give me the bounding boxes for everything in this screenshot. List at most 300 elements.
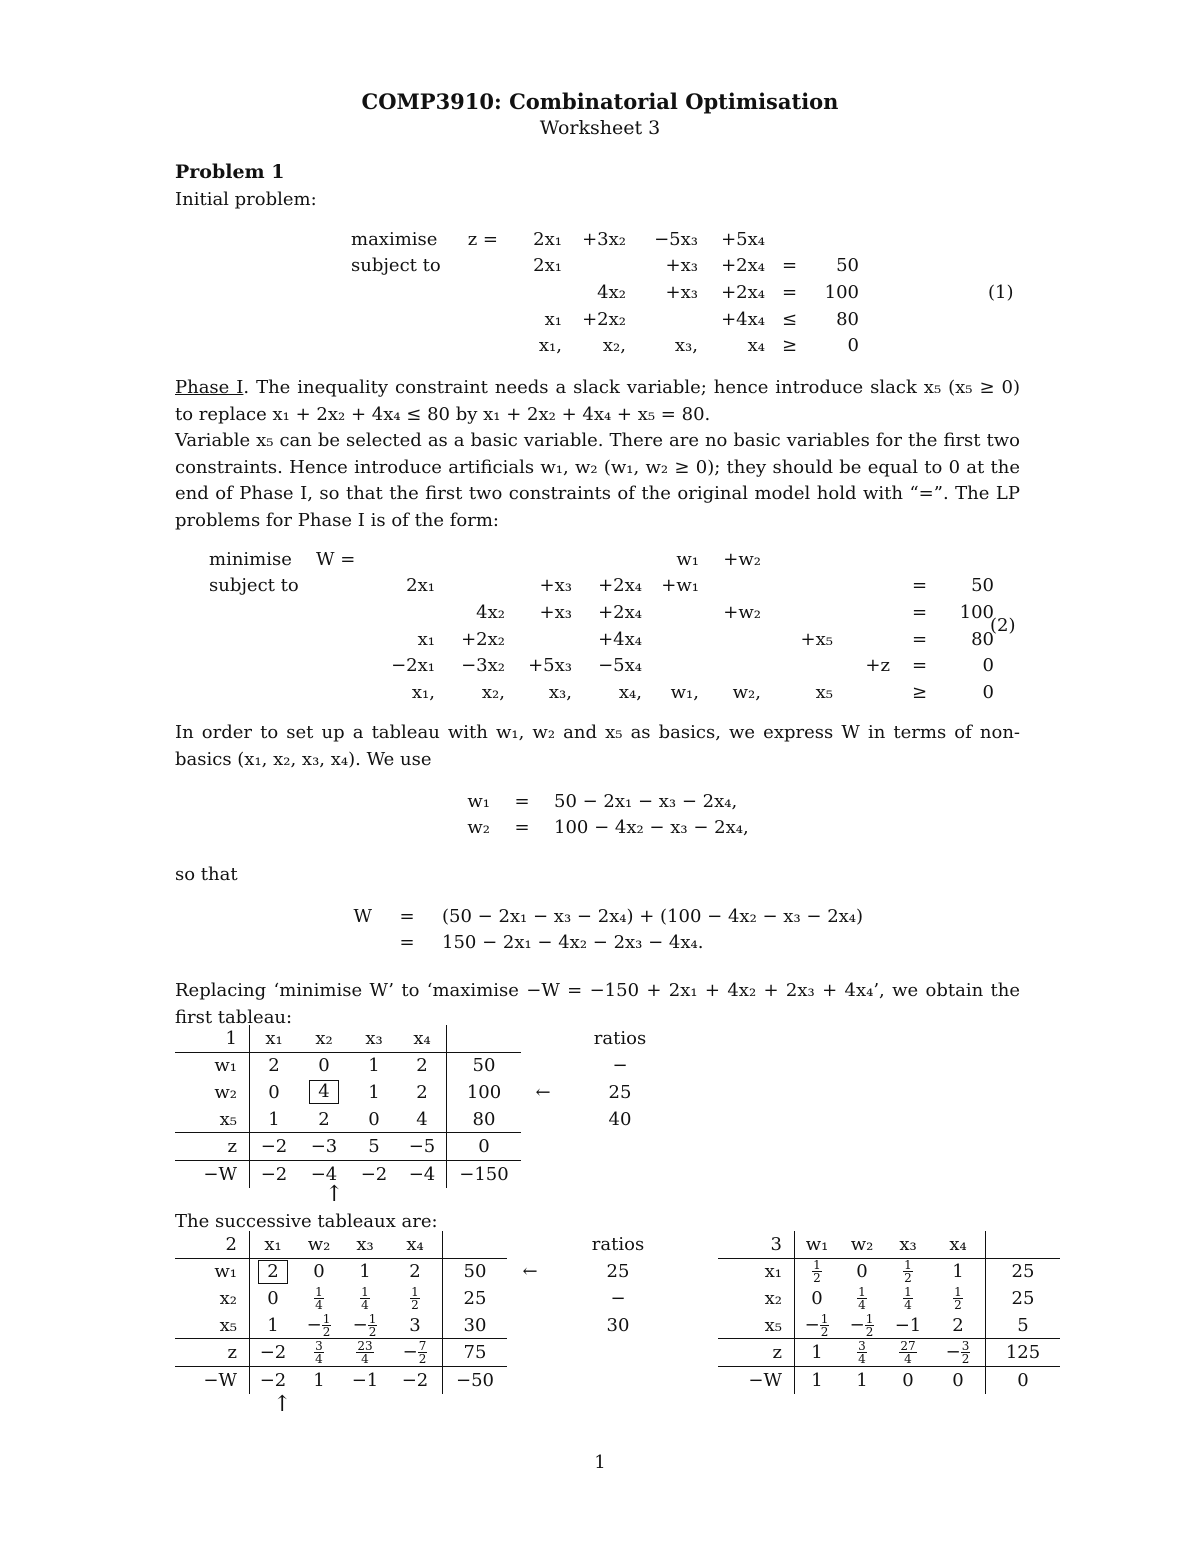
tableau2-cell: −2 bbox=[250, 1339, 297, 1367]
system2-cell bbox=[767, 546, 839, 573]
tableau2-cell: x₃ bbox=[356, 1233, 374, 1255]
W-equation-cell: (50 − 2x₁ − x₃ − 2x₄) + (100 − 4x₂ − x₃ − 2x₄) bbox=[442, 905, 864, 927]
tableau3-header-row bbox=[718, 1231, 1060, 1258]
tableau1-cell: −W bbox=[175, 1160, 250, 1187]
tableau3-cell: 0 bbox=[839, 1258, 885, 1285]
tableau1-cell: 1 bbox=[368, 1081, 380, 1103]
system2-cell bbox=[441, 546, 511, 573]
system-1 bbox=[345, 226, 865, 359]
system1-row bbox=[345, 279, 865, 306]
system2-row bbox=[203, 652, 1000, 679]
system2-row bbox=[203, 626, 1000, 653]
system1-cell: x₂, bbox=[602, 335, 626, 357]
tableau1-cell: 2 bbox=[398, 1079, 447, 1106]
tableau2-cell bbox=[250, 1258, 297, 1285]
tableau1-cell: 50 bbox=[447, 1052, 522, 1079]
tableau3-cell: $\frac{27}{4}$ bbox=[885, 1339, 931, 1367]
tableau2-cell: ratios bbox=[591, 1234, 645, 1256]
equation-label-1: (1) bbox=[988, 282, 1014, 303]
w-equation-row bbox=[446, 788, 820, 815]
system2-cell: w₁ bbox=[676, 548, 699, 570]
tableau2-cell: 30 bbox=[463, 1314, 487, 1336]
w-equation-cell: = bbox=[514, 790, 530, 812]
tableau3-cell: 1 bbox=[931, 1258, 986, 1285]
system1-cell bbox=[504, 279, 568, 306]
system2-cell bbox=[310, 679, 377, 706]
tableau1-cell: w₁ bbox=[175, 1052, 250, 1079]
tableau2-cell: 2 bbox=[175, 1231, 250, 1258]
tableau3-cell: z bbox=[718, 1339, 795, 1367]
pivot-arrow-2: ↑ bbox=[273, 1392, 292, 1417]
system1-cell: +x₃ bbox=[665, 281, 698, 303]
system1-cell: x₄ bbox=[747, 335, 765, 357]
system1-cell: 100 bbox=[824, 281, 859, 303]
tableau1-row bbox=[175, 1160, 675, 1187]
tableau3-cell: w₁ bbox=[805, 1233, 829, 1255]
tableau2-cell: w₁ bbox=[175, 1258, 250, 1285]
system2-cell: subject to bbox=[209, 575, 299, 597]
tableau1-cell: ← bbox=[535, 1081, 551, 1103]
tableau3-cell: $\frac{1}{2}$ bbox=[885, 1258, 931, 1285]
tableau1-cell: 0 bbox=[298, 1052, 350, 1079]
W-equation-row bbox=[328, 903, 908, 930]
tableau2-cell: $\frac{3}{4}$ bbox=[296, 1339, 342, 1367]
tableau3-cell: w₂ bbox=[850, 1233, 874, 1255]
page-title: COMP3910: Combinatorial Optimisation bbox=[361, 89, 839, 114]
tableau2-cell bbox=[507, 1366, 553, 1393]
system1-cell: x₃, bbox=[674, 335, 698, 357]
system2-cell: minimise bbox=[209, 548, 292, 570]
tableau2-cell: −50 bbox=[443, 1366, 508, 1393]
tableau2-cell: 75 bbox=[443, 1339, 508, 1367]
tableau2-cell: x₂ bbox=[175, 1285, 250, 1312]
tableau3-cell: 0 bbox=[885, 1366, 931, 1393]
system2-cell bbox=[839, 546, 896, 573]
tableau2-row bbox=[175, 1366, 683, 1393]
tableau1-cell: − bbox=[612, 1055, 628, 1077]
tableau2-cell bbox=[507, 1339, 553, 1367]
system2-cell bbox=[705, 573, 767, 600]
W-equation-cell bbox=[328, 930, 378, 957]
system1-cell bbox=[345, 279, 452, 306]
system1-cell: = bbox=[781, 281, 798, 303]
tableau3-cell: − $\frac{1}{2}$ bbox=[804, 1311, 829, 1339]
system2-cell: x₅ bbox=[815, 681, 833, 703]
tableau1-cell bbox=[521, 1160, 565, 1187]
system1-cell bbox=[452, 306, 504, 333]
tableau2-cell bbox=[507, 1285, 553, 1312]
tableau1-cell: 2 bbox=[398, 1052, 447, 1079]
system2-cell: w₂, bbox=[732, 681, 761, 703]
tableau1-header-row bbox=[175, 1025, 675, 1052]
system2-cell bbox=[441, 573, 511, 600]
tableau-2 bbox=[175, 1231, 684, 1394]
system1-cell: +3x₂ bbox=[582, 228, 626, 250]
system2-cell: +4x₄ bbox=[598, 628, 642, 650]
tableau3-row bbox=[718, 1366, 1060, 1393]
tableau1-cell: −2 bbox=[250, 1133, 299, 1161]
tableau3-cell: 1 bbox=[839, 1366, 885, 1393]
system1-cell: +x₃ bbox=[665, 255, 698, 277]
w-equation-row bbox=[446, 815, 820, 842]
system2-cell: +5x₃ bbox=[528, 655, 572, 677]
w-equation-cell: w₁ bbox=[467, 790, 490, 812]
tableau2-cell: 25 bbox=[606, 1261, 630, 1283]
tableau1-cell bbox=[447, 1025, 522, 1052]
w-equation-cell: w₂ bbox=[467, 817, 490, 839]
tableau2-header-row bbox=[175, 1231, 683, 1258]
W-equation-cell: 150 − 2x₁ − 4x₂ − 2x₃ − 4x₄. bbox=[442, 932, 704, 954]
tableau3-cell: x₂ bbox=[718, 1285, 795, 1312]
tableau3-cell: 1 bbox=[795, 1339, 840, 1367]
system2-cell: w₁, bbox=[670, 681, 699, 703]
intro-text: Initial problem: bbox=[175, 189, 317, 210]
w-equation-cell: = bbox=[514, 817, 530, 839]
tableau2-cell: ← bbox=[522, 1261, 538, 1283]
system1-cell bbox=[345, 306, 452, 333]
system1-row bbox=[345, 253, 865, 280]
tableau2-cell bbox=[443, 1231, 508, 1258]
tableau1-cell bbox=[298, 1079, 350, 1106]
system2-cell: = bbox=[911, 628, 928, 650]
tableau2-cell: 0 bbox=[267, 1287, 279, 1309]
tableau3-cell: $\frac{1}{2}$ bbox=[931, 1285, 986, 1312]
system1-cell: ≤ bbox=[781, 308, 798, 330]
system2-cell bbox=[767, 652, 839, 679]
tableau2-cell: x₅ bbox=[175, 1312, 250, 1339]
tableau3-cell: $\frac{1}{4}$ bbox=[858, 1284, 866, 1312]
tableau2-row bbox=[175, 1339, 683, 1367]
tableau2-cell: − $\frac{1}{2}$ bbox=[352, 1311, 377, 1339]
system2-cell bbox=[203, 652, 310, 679]
tableau2-cell bbox=[507, 1231, 553, 1258]
tableau1-cell: 40 bbox=[608, 1108, 632, 1130]
tableau3-cell: 0 bbox=[986, 1366, 1061, 1393]
system2-cell bbox=[705, 626, 767, 653]
tableau3-cell: 125 bbox=[986, 1339, 1061, 1367]
tableau1-cell: 1 bbox=[350, 1052, 398, 1079]
tableau3-cell: −1 bbox=[894, 1314, 922, 1336]
system1-cell: x₁, bbox=[538, 335, 562, 357]
system1-cell: 4x₂ bbox=[597, 281, 626, 303]
system2-cell: +2x₂ bbox=[461, 628, 505, 650]
system1-cell bbox=[452, 332, 504, 359]
tableau1-cell: 5 bbox=[350, 1133, 398, 1161]
system2-cell bbox=[310, 599, 377, 626]
system2-cell bbox=[767, 599, 839, 626]
tableau2-cell: − bbox=[610, 1287, 626, 1309]
system2-cell bbox=[377, 599, 441, 626]
system2-row bbox=[203, 573, 1000, 600]
tableau3-cell: 0 bbox=[811, 1287, 823, 1309]
system2-cell bbox=[310, 626, 377, 653]
system2-cell: 2x₁ bbox=[406, 575, 435, 597]
system2-cell: 80 bbox=[971, 628, 994, 650]
system2-cell: −2x₁ bbox=[391, 655, 435, 677]
system2-cell: +w₁ bbox=[661, 575, 699, 597]
W-equations bbox=[328, 903, 908, 956]
tableau1-row bbox=[175, 1079, 675, 1106]
system2-cell: 0 bbox=[982, 655, 994, 677]
problem-heading: Problem 1 bbox=[175, 161, 285, 183]
system2-cell: +z bbox=[865, 655, 890, 677]
tableau1-cell: −4 bbox=[398, 1160, 447, 1187]
tableau1-cell: w₂ bbox=[175, 1079, 250, 1106]
tableau2-cell bbox=[553, 1366, 683, 1393]
tableau1-cell bbox=[521, 1052, 565, 1079]
system2-cell bbox=[648, 652, 705, 679]
tableau2-cell: 25 bbox=[463, 1287, 487, 1309]
w-equations bbox=[446, 788, 820, 841]
tableau1-cell: −3 bbox=[298, 1133, 350, 1161]
tableau1-cell: x₂ bbox=[315, 1027, 333, 1049]
phase1-title: Phase I bbox=[175, 377, 244, 398]
system1-cell bbox=[345, 332, 452, 359]
system1-cell: z = bbox=[467, 228, 498, 250]
system2-cell: −3x₂ bbox=[461, 655, 505, 677]
tableau3-cell: 0 bbox=[931, 1366, 986, 1393]
tableau1-cell: 100 bbox=[466, 1081, 502, 1103]
system-2 bbox=[203, 546, 1000, 706]
tableau1-cell: 25 bbox=[608, 1081, 632, 1103]
tableau2-cell: −1 bbox=[342, 1366, 388, 1393]
system2-cell bbox=[203, 679, 310, 706]
system2-cell: +w₂ bbox=[723, 601, 761, 623]
tableau1-cell: −2 bbox=[250, 1160, 299, 1187]
tableau2-cell: −2 bbox=[388, 1366, 443, 1393]
tableau3-cell: $\frac{1}{4}$ bbox=[904, 1284, 912, 1312]
tableau1-cell: 0 bbox=[368, 1108, 380, 1130]
system2-cell bbox=[705, 652, 767, 679]
tableau2-cell: 2 bbox=[388, 1258, 443, 1285]
tableau2-cell: − $\frac{7}{2}$ bbox=[388, 1339, 443, 1367]
system2-cell: 0 bbox=[982, 681, 994, 703]
tableau1-cell: 2 bbox=[250, 1052, 299, 1079]
tableau2-row bbox=[175, 1258, 683, 1285]
system2-cell: 4x₂ bbox=[476, 601, 505, 623]
system1-row bbox=[345, 332, 865, 359]
tableau2-cell: w₂ bbox=[307, 1233, 331, 1255]
tableau2-cell: 1 bbox=[296, 1366, 342, 1393]
tableau3-cell: x₄ bbox=[931, 1231, 986, 1258]
pivot-element: 2 bbox=[258, 1260, 287, 1284]
tableau3-row bbox=[718, 1312, 1060, 1339]
tableau-3 bbox=[718, 1231, 1060, 1394]
system2-cell bbox=[943, 546, 1000, 573]
system1-cell: +4x₄ bbox=[721, 308, 765, 330]
tableau3-cell: −W bbox=[718, 1366, 795, 1393]
tableau3-cell: 1 bbox=[795, 1366, 840, 1393]
system2-cell bbox=[203, 626, 310, 653]
phase1-text: . The inequality constraint needs a slack variable; hence introduce slack x₅ (x₅ ≥ 0) to replace x₁ + 2x₂ + 4x₄ ≤ 80 by x₁ + 2x₂ + 4x₄ + x₅ = 80. bbox=[175, 377, 1020, 425]
W-equation-cell: = bbox=[399, 932, 415, 954]
tableau2-cell: −W bbox=[175, 1366, 250, 1393]
system2-cell: ≥ bbox=[911, 681, 928, 703]
replacing-paragraph: Replacing ‘minimise W’ to ‘maximise −W = −150 + 2x₁ + 4x₂ + 2x₃ + 4x₄’, we obtain the first tableau: bbox=[175, 980, 1020, 1028]
phase1-paragraph bbox=[175, 375, 1020, 428]
system2-cell bbox=[839, 626, 896, 653]
tableau3-cell bbox=[986, 1231, 1061, 1258]
system2-cell: 50 bbox=[971, 575, 994, 597]
system1-cell: maximise bbox=[351, 228, 438, 250]
tableau1-cell: 4 bbox=[398, 1106, 447, 1133]
tableau1-cell: z bbox=[175, 1133, 250, 1161]
system2-cell: x₁ bbox=[417, 628, 435, 650]
tableau2-cell: − $\frac{1}{2}$ bbox=[306, 1311, 331, 1339]
tableau3-cell: 5 bbox=[1017, 1314, 1029, 1336]
system2-cell: +x₃ bbox=[539, 575, 572, 597]
tableau1-cell: x₅ bbox=[175, 1106, 250, 1133]
system1-cell bbox=[771, 226, 808, 253]
system1-cell: −5x₃ bbox=[654, 228, 698, 250]
system1-cell: 2x₁ bbox=[533, 255, 562, 277]
tableau1-cell bbox=[521, 1133, 565, 1161]
tableau3-cell: 3 bbox=[718, 1231, 795, 1258]
system2-cell: W = bbox=[316, 548, 356, 570]
tableau1-cell: ratios bbox=[593, 1028, 647, 1050]
system1-cell bbox=[568, 253, 632, 280]
tableau1-cell: 80 bbox=[472, 1108, 496, 1130]
system1-cell: ≥ bbox=[781, 335, 798, 357]
system2-cell: +x₃ bbox=[539, 601, 572, 623]
system2-cell bbox=[839, 599, 896, 626]
system1-cell: +2x₄ bbox=[721, 255, 765, 277]
system2-cell: +2x₄ bbox=[598, 575, 642, 597]
system2-cell bbox=[310, 573, 377, 600]
tableau1-cell bbox=[565, 1133, 675, 1161]
system2-cell: +2x₄ bbox=[598, 601, 642, 623]
system1-cell: x₁ bbox=[544, 308, 562, 330]
tableau3-cell: − $\frac{1}{2}$ bbox=[849, 1311, 874, 1339]
tableau2-row bbox=[175, 1285, 683, 1312]
tableau3-row bbox=[718, 1258, 1060, 1285]
system1-row bbox=[345, 226, 865, 253]
tableau1-cell: 0 bbox=[268, 1081, 280, 1103]
W-equation-cell: W bbox=[353, 905, 372, 927]
system1-cell bbox=[632, 306, 704, 333]
system1-cell bbox=[452, 253, 504, 280]
tableau2-cell: z bbox=[175, 1339, 250, 1367]
tableau1-cell: −5 bbox=[398, 1133, 447, 1161]
W-equation-row bbox=[328, 930, 908, 957]
tableau2-cell: 3 bbox=[388, 1312, 443, 1339]
system2-cell: x₁, bbox=[411, 681, 435, 703]
tableau1-cell: −2 bbox=[350, 1160, 398, 1187]
tableau3-cell: 2 bbox=[931, 1312, 986, 1339]
system1-cell: = bbox=[781, 255, 798, 277]
system2-cell bbox=[839, 573, 896, 600]
system2-cell bbox=[578, 546, 648, 573]
tableau2-row bbox=[175, 1312, 683, 1339]
tableau1-cell: 2 bbox=[318, 1108, 330, 1130]
system1-cell: +2x₄ bbox=[721, 281, 765, 303]
system1-cell: 80 bbox=[836, 308, 859, 330]
tableau2-cell: 30 bbox=[606, 1314, 630, 1336]
system2-cell bbox=[648, 599, 705, 626]
system2-row bbox=[203, 546, 1000, 573]
tableau2-cell bbox=[553, 1339, 683, 1367]
tableau3-cell: 25 bbox=[1011, 1287, 1035, 1309]
system2-cell: = bbox=[911, 655, 928, 677]
tableau3-cell: x₅ bbox=[718, 1312, 795, 1339]
equation-label-2: (2) bbox=[990, 615, 1016, 636]
tableau2-cell: $\frac{1}{2}$ bbox=[388, 1285, 443, 1312]
system2-cell bbox=[839, 679, 896, 706]
w-equation-cell: 100 − 4x₂ − x₃ − 2x₄, bbox=[554, 817, 749, 839]
system2-cell: 100 bbox=[959, 601, 994, 623]
system1-row bbox=[345, 306, 865, 333]
tableau-setup-paragraph: In order to set up a tableau with w₁, w₂ and x₅ as basics, we express W in terms of non-basics (x₁, x₂, x₃, x₄). We use bbox=[175, 722, 1020, 770]
system1-cell: 0 bbox=[847, 335, 859, 357]
system1-cell: 2x₁ bbox=[533, 228, 562, 250]
tableau3-cell: x₃ bbox=[899, 1233, 917, 1255]
tableau2-cell: x₁ bbox=[264, 1233, 282, 1255]
system2-cell: −5x₄ bbox=[598, 655, 642, 677]
so-that-text: so that bbox=[175, 864, 238, 885]
phase1-paragraph-2: Variable x₅ can be selected as a basic variable. There are no basic variables for the first two constraints. Hence introduce artificials w₁, w₂ (w₁, w₂ ≥ 0); they should be equal to 0 at the end of Phase I, so that the first two constraints of the original model hold with “=”. The LP problems for Phase I is of the form: bbox=[175, 430, 1020, 532]
system2-cell: = bbox=[911, 601, 928, 623]
tableau1-cell: x₄ bbox=[398, 1025, 447, 1052]
system2-cell: x₄, bbox=[618, 681, 642, 703]
system2-cell: = bbox=[911, 575, 928, 597]
system1-cell: 50 bbox=[836, 255, 859, 277]
system2-cell: +w₂ bbox=[723, 548, 761, 570]
tableau2-cell: 1 bbox=[342, 1258, 388, 1285]
system1-cell: subject to bbox=[351, 255, 441, 277]
system2-row bbox=[203, 599, 1000, 626]
tableau2-cell: $\frac{1}{4}$ bbox=[315, 1284, 323, 1312]
pivot-element: 4 bbox=[309, 1080, 338, 1104]
w-equation-cell: 50 − 2x₁ − x₃ − 2x₄, bbox=[554, 790, 738, 812]
system2-cell bbox=[767, 573, 839, 600]
system2-cell bbox=[203, 599, 310, 626]
tableau1-row bbox=[175, 1052, 675, 1079]
system2-cell bbox=[511, 626, 578, 653]
pivot-arrow-1: ↑ bbox=[325, 1182, 344, 1207]
system2-row bbox=[203, 679, 1000, 706]
tableau1-row bbox=[175, 1106, 675, 1133]
tableau1-cell bbox=[565, 1160, 675, 1187]
system2-cell bbox=[511, 546, 578, 573]
tableau1-cell: −150 bbox=[447, 1160, 522, 1187]
tableau1-cell bbox=[521, 1106, 565, 1133]
tableau2-cell: 1 bbox=[267, 1314, 279, 1336]
system2-cell: x₂, bbox=[481, 681, 505, 703]
system2-cell bbox=[648, 626, 705, 653]
tableau1-cell: 1 bbox=[268, 1108, 280, 1130]
system1-cell: +5x₄ bbox=[721, 228, 765, 250]
tableau1-cell: x₃ bbox=[365, 1027, 383, 1049]
system2-cell: x₃, bbox=[548, 681, 572, 703]
tableau1-cell: 0 bbox=[447, 1133, 522, 1161]
tableau3-cell: − $\frac{3}{2}$ bbox=[931, 1339, 986, 1367]
tableau3-cell: $\frac{3}{4}$ bbox=[839, 1339, 885, 1367]
page-subtitle: Worksheet 3 bbox=[539, 117, 661, 139]
page-number: 1 bbox=[594, 1452, 606, 1473]
tableau1-cell: 1 bbox=[175, 1025, 250, 1052]
tableau1-row bbox=[175, 1133, 675, 1161]
tableau3-cell: x₁ bbox=[718, 1258, 795, 1285]
system2-cell bbox=[310, 652, 377, 679]
system1-cell bbox=[452, 279, 504, 306]
tableau1-cell: −4 bbox=[298, 1160, 350, 1187]
tableau1-cell: x₁ bbox=[265, 1027, 283, 1049]
tableau2-cell: $\frac{1}{4}$ bbox=[361, 1284, 369, 1312]
tableau2-cell bbox=[507, 1312, 553, 1339]
tableau-1 bbox=[175, 1025, 676, 1188]
tableau1-cell bbox=[521, 1025, 565, 1052]
tableau2-cell: −2 bbox=[250, 1366, 297, 1393]
